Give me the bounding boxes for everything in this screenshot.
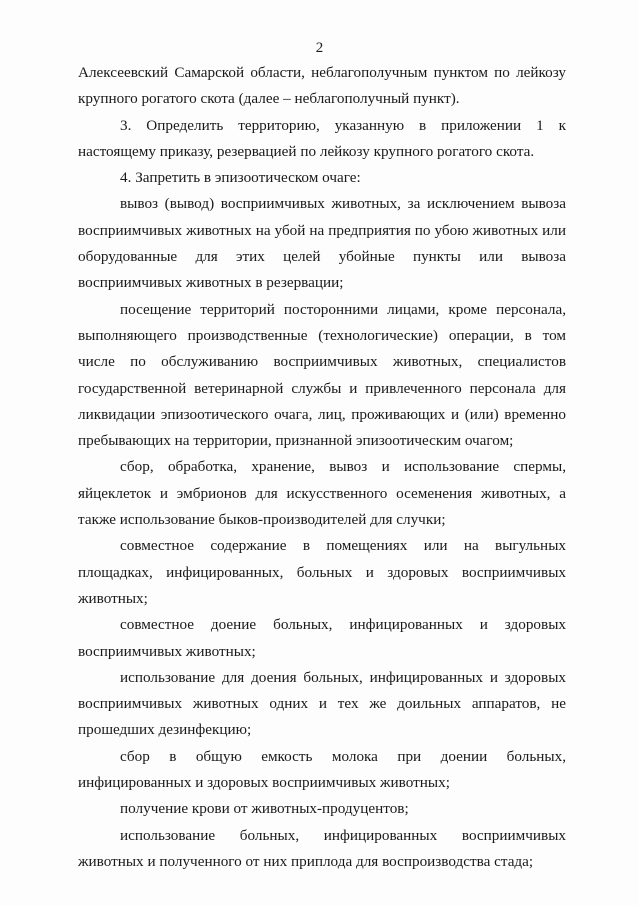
prohibition-milk-collection: сбор в общую емкость молока при доении больных, инфицированных и здоровых восприимчивых животных;	[78, 747, 566, 792]
document-body	[78, 60, 566, 875]
prohibition-semen: сбор, обработка, хранение, вывоз и использование спермы, яйцеклеток и эмбрионов для искусственного осеменения животных, а также использование быков-производителей для случки;	[78, 458, 566, 529]
prohibition-breeding: использование больных, инфицированных восприимчивых животных и полученного от них приплода для воспроизводства стада;	[78, 826, 566, 870]
prohibition-joint-milking: совместное доение больных, инфицированных и здоровых восприимчивых животных;	[78, 616, 566, 660]
prohibition-joint-keeping: совместное содержание в помещениях или на выгульных площадках, инфицированных, больных и здоровых восприимчивых животных;	[78, 537, 566, 607]
page-number: 2	[315, 40, 324, 56]
paragraph-item-3: 3. Определить территорию, указанную в приложении 1 к настоящему приказу, резервацией по лейкозу крупного рогатого скота.	[78, 116, 566, 160]
paragraph-item-4: 4. Запретить в эпизоотическом очаге:	[120, 169, 361, 187]
prohibition-milking-machines: использование для доения больных, инфицированных и здоровых восприимчивых животных одних и тех же доильных аппаратов, не прошедших дезинфекцию;	[78, 668, 566, 739]
paragraph-continuation: Алексеевский Самарской области, неблагополучным пунктом по лейкозу крупного рогатого скота (далее – неблагополучный пункт).	[78, 64, 566, 108]
prohibition-visits: посещение территорий посторонними лицами, кроме персонала, выполняющего производственные (технологические) операции, в том числе по обслуживанию восприимчивых животных, специалистов государственной ветеринарной службы и привлеченного персонала для ликвидации эпизоотического очага, лиц, проживающих и (или) временно пребывающих на территории, признанной эпизоотическим очагом;	[78, 300, 566, 450]
prohibition-export: вывоз (вывод) восприимчивых животных, за исключением вывоза восприимчивых животных на убой на предприятия по убою животных или оборудованные для этих целей убойные пункты или вывоза восприимчивых животных в резервации;	[78, 195, 566, 292]
prohibition-blood: получение крови от животных-продуцентов;	[120, 800, 409, 818]
